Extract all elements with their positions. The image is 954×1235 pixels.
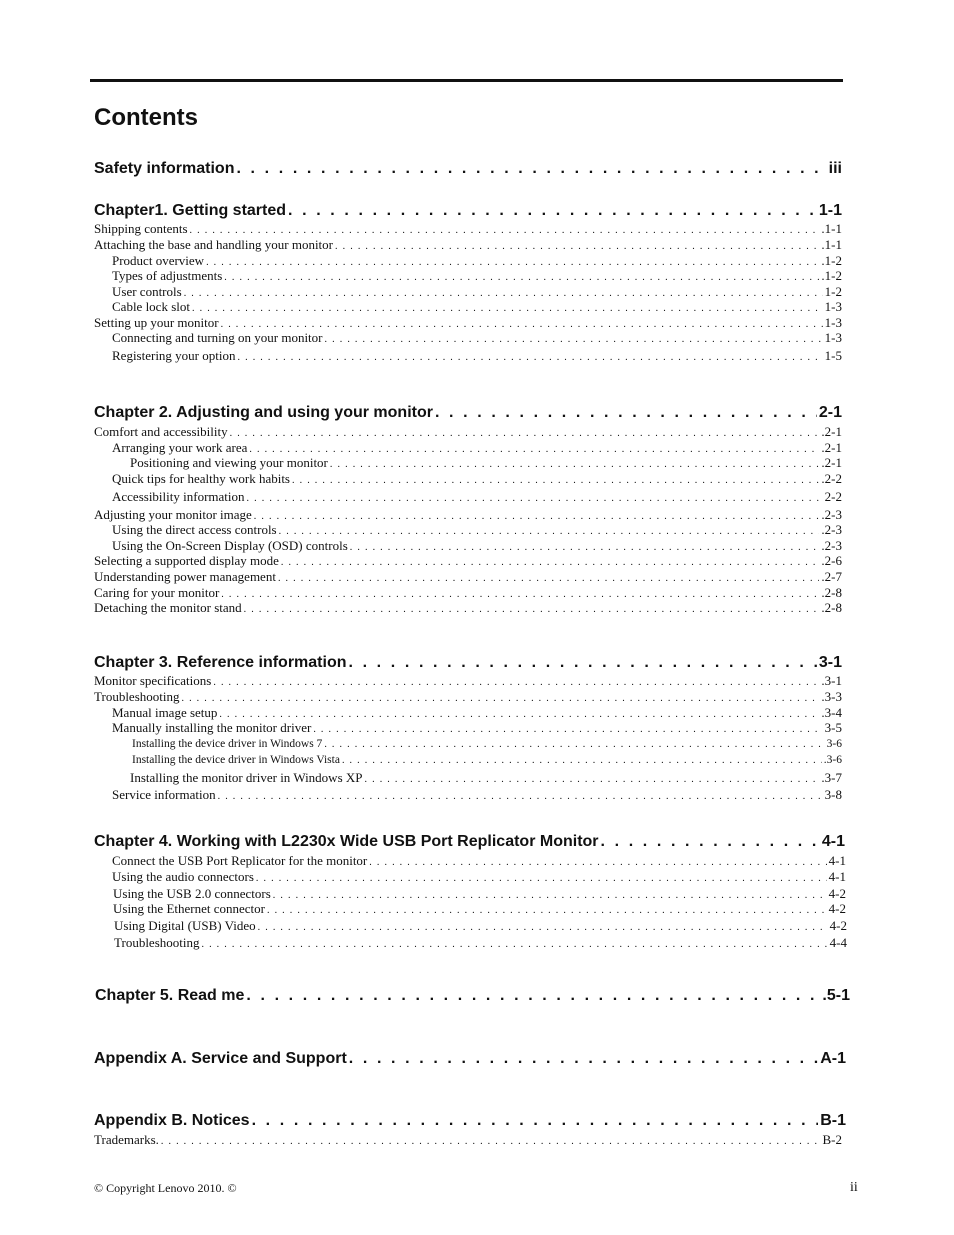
toc-entry[interactable] [130, 770, 842, 786]
toc-label: Registering your option [112, 348, 236, 363]
dot-leader [335, 241, 819, 252]
toc-label: Types of adjustments [112, 268, 223, 283]
toc-label: Chapter1. Getting started [94, 202, 287, 219]
dot-leader [206, 257, 819, 268]
toc-page: .5-1 [822, 987, 850, 1004]
toc-label: Understanding power management [94, 569, 276, 584]
toc-label: Connect the USB Port Replicator for the monitor [112, 853, 368, 868]
toc-label: Caring for your monitor [94, 585, 220, 600]
toc-label: Setting up your monitor [94, 315, 219, 330]
toc-entry[interactable] [94, 673, 842, 689]
toc-label: Using the On-Screen Display (OSD) controls [112, 538, 348, 553]
dot-leader [288, 202, 817, 220]
toc-label: Chapter 4. Working with L2230x Wide USB Port Replicator Monitor [94, 833, 599, 850]
toc-page: 4-1 [821, 833, 845, 850]
toc-entry[interactable] [94, 600, 842, 616]
toc-entry[interactable] [112, 471, 842, 487]
toc-page: 3-6 [826, 738, 842, 750]
toc-page: iii [828, 160, 842, 177]
dot-leader [230, 428, 820, 439]
toc-entry[interactable] [114, 935, 847, 951]
toc-entry[interactable] [112, 522, 842, 538]
toc-label: Quick tips for healthy work habits [112, 471, 290, 486]
toc-page: 1-2 [824, 284, 842, 299]
toc-entry[interactable] [94, 424, 842, 440]
toc-label: Using Digital (USB) Video [114, 918, 256, 933]
toc-page: 1-3 [824, 299, 842, 314]
toc-label: Shipping contents [94, 221, 188, 236]
toc-entry[interactable] [112, 489, 842, 505]
toc-label: Installing the device driver in Windows 7 [132, 738, 323, 750]
toc-entry[interactable] [94, 585, 842, 601]
dot-leader [350, 542, 820, 553]
toc-entry[interactable] [112, 853, 846, 869]
dot-leader [349, 1050, 818, 1068]
toc-page: A-1 [820, 1050, 846, 1067]
toc-page: .2-1 [821, 440, 842, 455]
toc-entry-safety[interactable] [94, 160, 842, 180]
toc-entry[interactable] [94, 689, 842, 705]
dot-leader [190, 225, 820, 236]
toc-page: .2-3 [821, 538, 842, 553]
toc-page: .1-2 [821, 253, 842, 268]
toc-label: Using the direct access controls [112, 522, 277, 537]
dot-leader [281, 557, 820, 568]
toc-entry[interactable] [132, 738, 842, 754]
dot-leader [365, 774, 820, 785]
toc-page: .1-1 [821, 221, 842, 236]
dot-leader [192, 303, 823, 314]
toc-label: Product overview [112, 253, 205, 268]
toc-page: B-2 [822, 1132, 842, 1147]
toc-label: Appendix B. Notices [94, 1112, 250, 1129]
toc-entry[interactable] [94, 315, 842, 331]
toc-page: 4-2 [828, 886, 846, 901]
toc-page: 3-1 [818, 654, 842, 671]
dot-leader [221, 319, 823, 330]
toc-label: Connecting and turning on your monitor [112, 330, 323, 345]
toc-page: .2-1 [821, 424, 842, 439]
toc-label: Selecting a supported display mode [94, 553, 279, 568]
toc-entry[interactable] [132, 754, 842, 770]
dot-leader [342, 755, 822, 766]
dot-leader [349, 654, 817, 672]
toc-page: .2-6 [821, 553, 842, 568]
toc-entry[interactable] [130, 455, 842, 471]
toc-label: Service information [112, 787, 216, 802]
toc-page: 4-2 [828, 901, 846, 916]
dot-leader [161, 1136, 821, 1147]
dot-leader [330, 459, 820, 470]
toc-label: User controls [112, 284, 182, 299]
toc-page: 1-1 [818, 202, 842, 219]
dot-leader [292, 475, 819, 486]
toc-label: Detaching the monitor stand [94, 600, 242, 615]
toc-page: .3-6 [823, 754, 842, 766]
copyright-notice: © Copyright Lenovo 2010. © [94, 1181, 237, 1195]
toc-page: .2-7 [821, 569, 842, 584]
dot-leader [244, 604, 820, 615]
toc-label: Chapter 5. Read me [95, 987, 245, 1004]
dot-leader [218, 791, 823, 802]
toc-entry[interactable] [113, 886, 846, 902]
toc-entry[interactable] [112, 705, 842, 721]
toc-page: 1-3 [824, 330, 842, 345]
dot-leader [273, 890, 827, 901]
toc-entry[interactable] [112, 787, 842, 803]
toc-label: Cable lock slot [112, 299, 190, 314]
toc-entry[interactable] [112, 720, 842, 736]
toc-entry-chapter-1[interactable] [94, 202, 842, 222]
toc-entry[interactable] [94, 553, 842, 569]
toc-page: .2-8 [821, 585, 842, 600]
toc-label: Safety information [94, 160, 235, 177]
toc-entry[interactable] [113, 901, 846, 917]
toc-label: Accessibility information [112, 489, 245, 504]
toc-entry-chapter-4[interactable] [94, 833, 845, 853]
toc-page: .3-3 [821, 689, 842, 704]
dot-leader [201, 939, 827, 950]
toc-label: Installing the monitor driver in Windows XP [130, 770, 363, 785]
toc-label: Adjusting your monitor image [94, 507, 252, 522]
toc-page: B-1 [820, 1112, 846, 1129]
toc-entry[interactable] [112, 348, 842, 364]
toc-entry[interactable] [114, 918, 847, 934]
toc-entry[interactable] [112, 440, 842, 456]
dot-leader [246, 987, 820, 1005]
toc-page: .1-1 [821, 237, 842, 252]
toc-entry[interactable] [112, 253, 842, 269]
dot-leader [238, 352, 823, 363]
toc-page: .2-2 [821, 471, 842, 486]
toc-entry[interactable] [112, 330, 842, 346]
toc-entry[interactable] [112, 869, 846, 885]
toc-page: 4-1 [828, 853, 846, 868]
toc-entry[interactable] [94, 569, 842, 585]
top-rule [90, 79, 843, 82]
toc-entry-appendix-a[interactable] [94, 1050, 846, 1070]
dot-leader [278, 573, 819, 584]
toc-label: Using the USB 2.0 connectors [113, 886, 271, 901]
toc-page: .2-8 [821, 600, 842, 615]
toc-label: Positioning and viewing your monitor [130, 455, 328, 470]
toc-page: .1-2 [821, 268, 842, 283]
dot-leader [213, 677, 819, 688]
dot-leader [254, 511, 820, 522]
dot-leader [252, 1112, 819, 1130]
toc-entry[interactable] [94, 221, 842, 237]
toc-label: Using the audio connectors [112, 869, 254, 884]
toc-page: 1-3 [824, 315, 842, 330]
dot-leader [247, 493, 823, 504]
toc-entry[interactable] [94, 237, 842, 253]
toc-entry[interactable] [112, 284, 842, 300]
toc-entry-appendix-b[interactable] [94, 1112, 846, 1132]
toc-page: 3-5 [824, 720, 842, 735]
toc-entry-chapter-2[interactable] [94, 404, 842, 424]
dot-leader [258, 922, 828, 933]
dot-leader [249, 444, 819, 455]
toc-label: Installing the device driver in Windows Vista [132, 754, 340, 766]
dot-leader [601, 833, 820, 851]
toc-label: Arranging your work area [112, 440, 248, 455]
toc-entry-chapter-5[interactable] [95, 987, 850, 1007]
toc-page: .2-3 [821, 507, 842, 522]
toc-label: Attaching the base and handling your monitor [94, 237, 334, 252]
toc-entry[interactable] [94, 1132, 842, 1148]
dot-leader [324, 739, 824, 750]
dot-leader [435, 404, 817, 422]
toc-page: .3-1 [821, 673, 842, 688]
dot-leader [224, 272, 819, 283]
dot-leader [256, 873, 827, 884]
toc-label: Appendix A. Service and Support [94, 1050, 347, 1067]
toc-label: Troubleshooting [114, 935, 200, 950]
toc-page: 4-2 [829, 918, 847, 933]
toc-page: .2-1 [821, 455, 842, 470]
toc-entry[interactable] [112, 299, 842, 315]
toc-page: 4-1 [828, 869, 846, 884]
dot-leader [221, 589, 819, 600]
toc-page: .3-7 [821, 770, 842, 785]
toc-label: Manually installing the monitor driver [112, 720, 312, 735]
toc-entry[interactable] [94, 507, 842, 523]
dot-leader [236, 160, 826, 178]
toc-page: .3-4 [821, 705, 842, 720]
page-title: Contents [94, 104, 198, 131]
dot-leader [313, 724, 822, 735]
dot-leader [181, 693, 819, 704]
dot-leader [184, 288, 823, 299]
toc-label: Monitor specifications [94, 673, 212, 688]
toc-entry[interactable] [112, 538, 842, 554]
dot-leader [279, 526, 820, 537]
toc-entry[interactable] [112, 268, 842, 284]
toc-label: Chapter 3. Reference information [94, 654, 347, 671]
toc-page: 2-1 [818, 404, 842, 421]
page-number: ii [850, 1180, 858, 1195]
toc-page: 1-5 [824, 348, 842, 363]
toc-page: 2-2 [824, 489, 842, 504]
toc-label: Trademarks. [94, 1132, 159, 1147]
toc-label: Using the Ethernet connector [113, 901, 265, 916]
toc-label: Troubleshooting [94, 689, 180, 704]
toc-label: Chapter 2. Adjusting and using your monitor [94, 404, 433, 421]
toc-page: 3-8 [824, 787, 842, 802]
toc-label: Manual image setup [112, 705, 218, 720]
toc-entry-chapter-3[interactable] [94, 654, 842, 674]
dot-leader [219, 709, 819, 720]
toc-label: Comfort and accessibility [94, 424, 228, 439]
toc-page: .2-3 [821, 522, 842, 537]
dot-leader [325, 334, 823, 345]
toc-page: 4-4 [829, 935, 847, 950]
dot-leader [267, 905, 827, 916]
dot-leader [369, 857, 826, 868]
